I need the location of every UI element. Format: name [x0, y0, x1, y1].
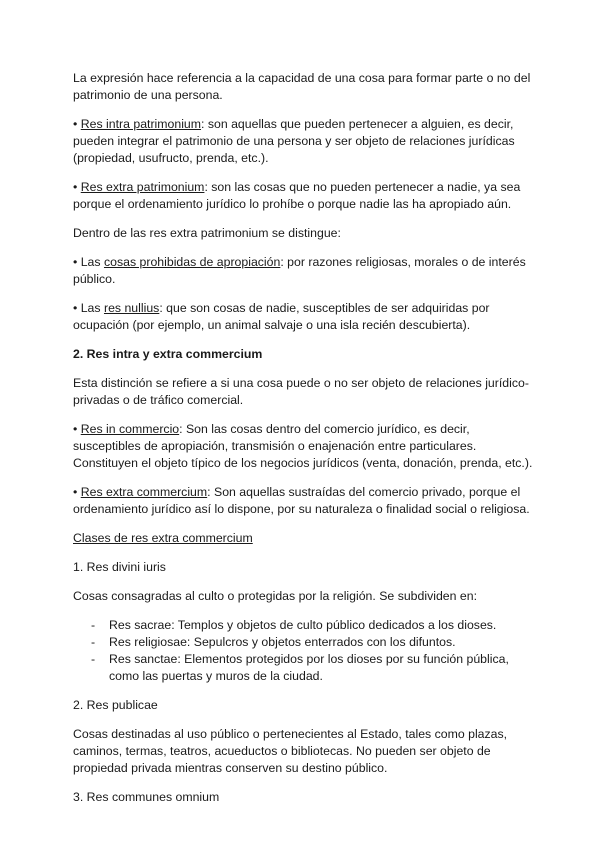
- distingue-paragraph: Dentro de las res extra patrimonium se distingue:: [73, 226, 341, 240]
- list-item-text: Res religiosae: Sepulcros y objetos enterrados con los difuntos.: [109, 635, 456, 649]
- bullet-res-extra-patrimonium: [73, 179, 533, 213]
- list-item-text: Res sanctae: Elementos protegidos por los dioses por su función pública, como las puertas y muros de la ciudad.: [109, 652, 509, 683]
- distincion-paragraph: Esta distinción se refiere a si una cosa puede o no ser objeto de relaciones jurídico-privadas o de tráfico comercial.: [73, 376, 529, 407]
- bullet-prefix: • Las: [73, 301, 104, 315]
- term-res-in-commercio: Res in commercio: [80, 422, 180, 436]
- term-res-intra-patrimonium: Res intra patrimonium: [80, 117, 202, 131]
- dash-mark: -: [91, 635, 96, 649]
- term-res-extra-commercium: Res extra commercium: [80, 485, 208, 499]
- bullet-res-extra-commercium: [73, 484, 533, 518]
- term-res-extra-patrimonium: Res extra patrimonium: [80, 180, 205, 194]
- bullet-mark: •: [73, 180, 78, 194]
- dash-mark: -: [91, 652, 96, 666]
- subsection-title-clases: Clases de res extra commercium: [73, 531, 253, 545]
- list-item-text: Res sacrae: Templos y objetos de culto público dedicados a los dioses.: [109, 618, 497, 632]
- divini-iuris-list: [73, 617, 533, 685]
- definition-text: : por razones religiosas, morales o de interés público.: [73, 255, 526, 286]
- bullet-cosas-prohibidas: [73, 254, 533, 288]
- consagradas-paragraph: Cosas consagradas al culto o protegidas por la religión. Se subdividen en:: [73, 589, 477, 603]
- definition-text: : Son aquellas sustraídas del comercio privado, porque el ordenamiento jurídico así lo dispone, por su naturaleza o finalidad social o religiosa.: [73, 485, 530, 516]
- document-page: [73, 70, 533, 818]
- list-item: [73, 634, 533, 651]
- definition-text: : son aquellas que pueden pertenecer a alguien, es decir, pueden integrar el patrimonio de una persona y ser objeto de relaciones jurídicas (propiedad, usufructo, prenda, etc.).: [73, 117, 515, 165]
- bullet-mark: •: [73, 117, 78, 131]
- list-item: [73, 651, 533, 685]
- bullet-mark: •: [73, 422, 78, 436]
- bullet-mark: •: [73, 485, 78, 499]
- subheading-res-divini-iuris: 1. Res divini iuris: [73, 560, 166, 574]
- intro-paragraph: La expresión hace referencia a la capacidad de una cosa para formar parte o no del patrimonio de una persona.: [73, 71, 531, 102]
- term-cosas-prohibidas: cosas prohibidas de apropiación: [103, 255, 281, 269]
- bullet-res-nullius: [73, 300, 533, 334]
- definition-text: : Son las cosas dentro del comercio jurídico, es decir, susceptibles de apropiación, transmisión o enajenación entre particulares. Constituyen el objeto típico de los negocios jurídicos (venta, donación, prenda, etc.).: [73, 422, 533, 470]
- section-heading: 2. Res intra y extra commercium: [73, 347, 263, 361]
- list-item: [73, 617, 533, 634]
- definition-text: : son las cosas que no pueden pertenecer a nadie, ya sea porque el ordenamiento jurídico lo prohíbe o porque nadie las ha apropiado aún.: [73, 180, 521, 211]
- subheading-res-publicae: 2. Res publicae: [73, 698, 158, 712]
- bullet-res-in-commercio: [73, 421, 533, 472]
- bullet-res-intra-patrimonium: [73, 116, 533, 167]
- bullet-prefix: • Las: [73, 255, 104, 269]
- subheading-res-communes-omnium: 3. Res communes omnium: [73, 790, 220, 804]
- dash-mark: -: [91, 618, 96, 632]
- term-res-nullius: res nullius: [103, 301, 160, 315]
- definition-text: : que son cosas de nadie, susceptibles de ser adquiridas por ocupación (por ejemplo, un animal salvaje o una isla recién descubierta).: [73, 301, 490, 332]
- publicae-paragraph: Cosas destinadas al uso público o pertenecientes al Estado, tales como plazas, caminos, termas, teatros, acueductos o bibliotecas. No pueden ser objeto de propiedad privada mientras conserven su destino público.: [73, 727, 508, 775]
